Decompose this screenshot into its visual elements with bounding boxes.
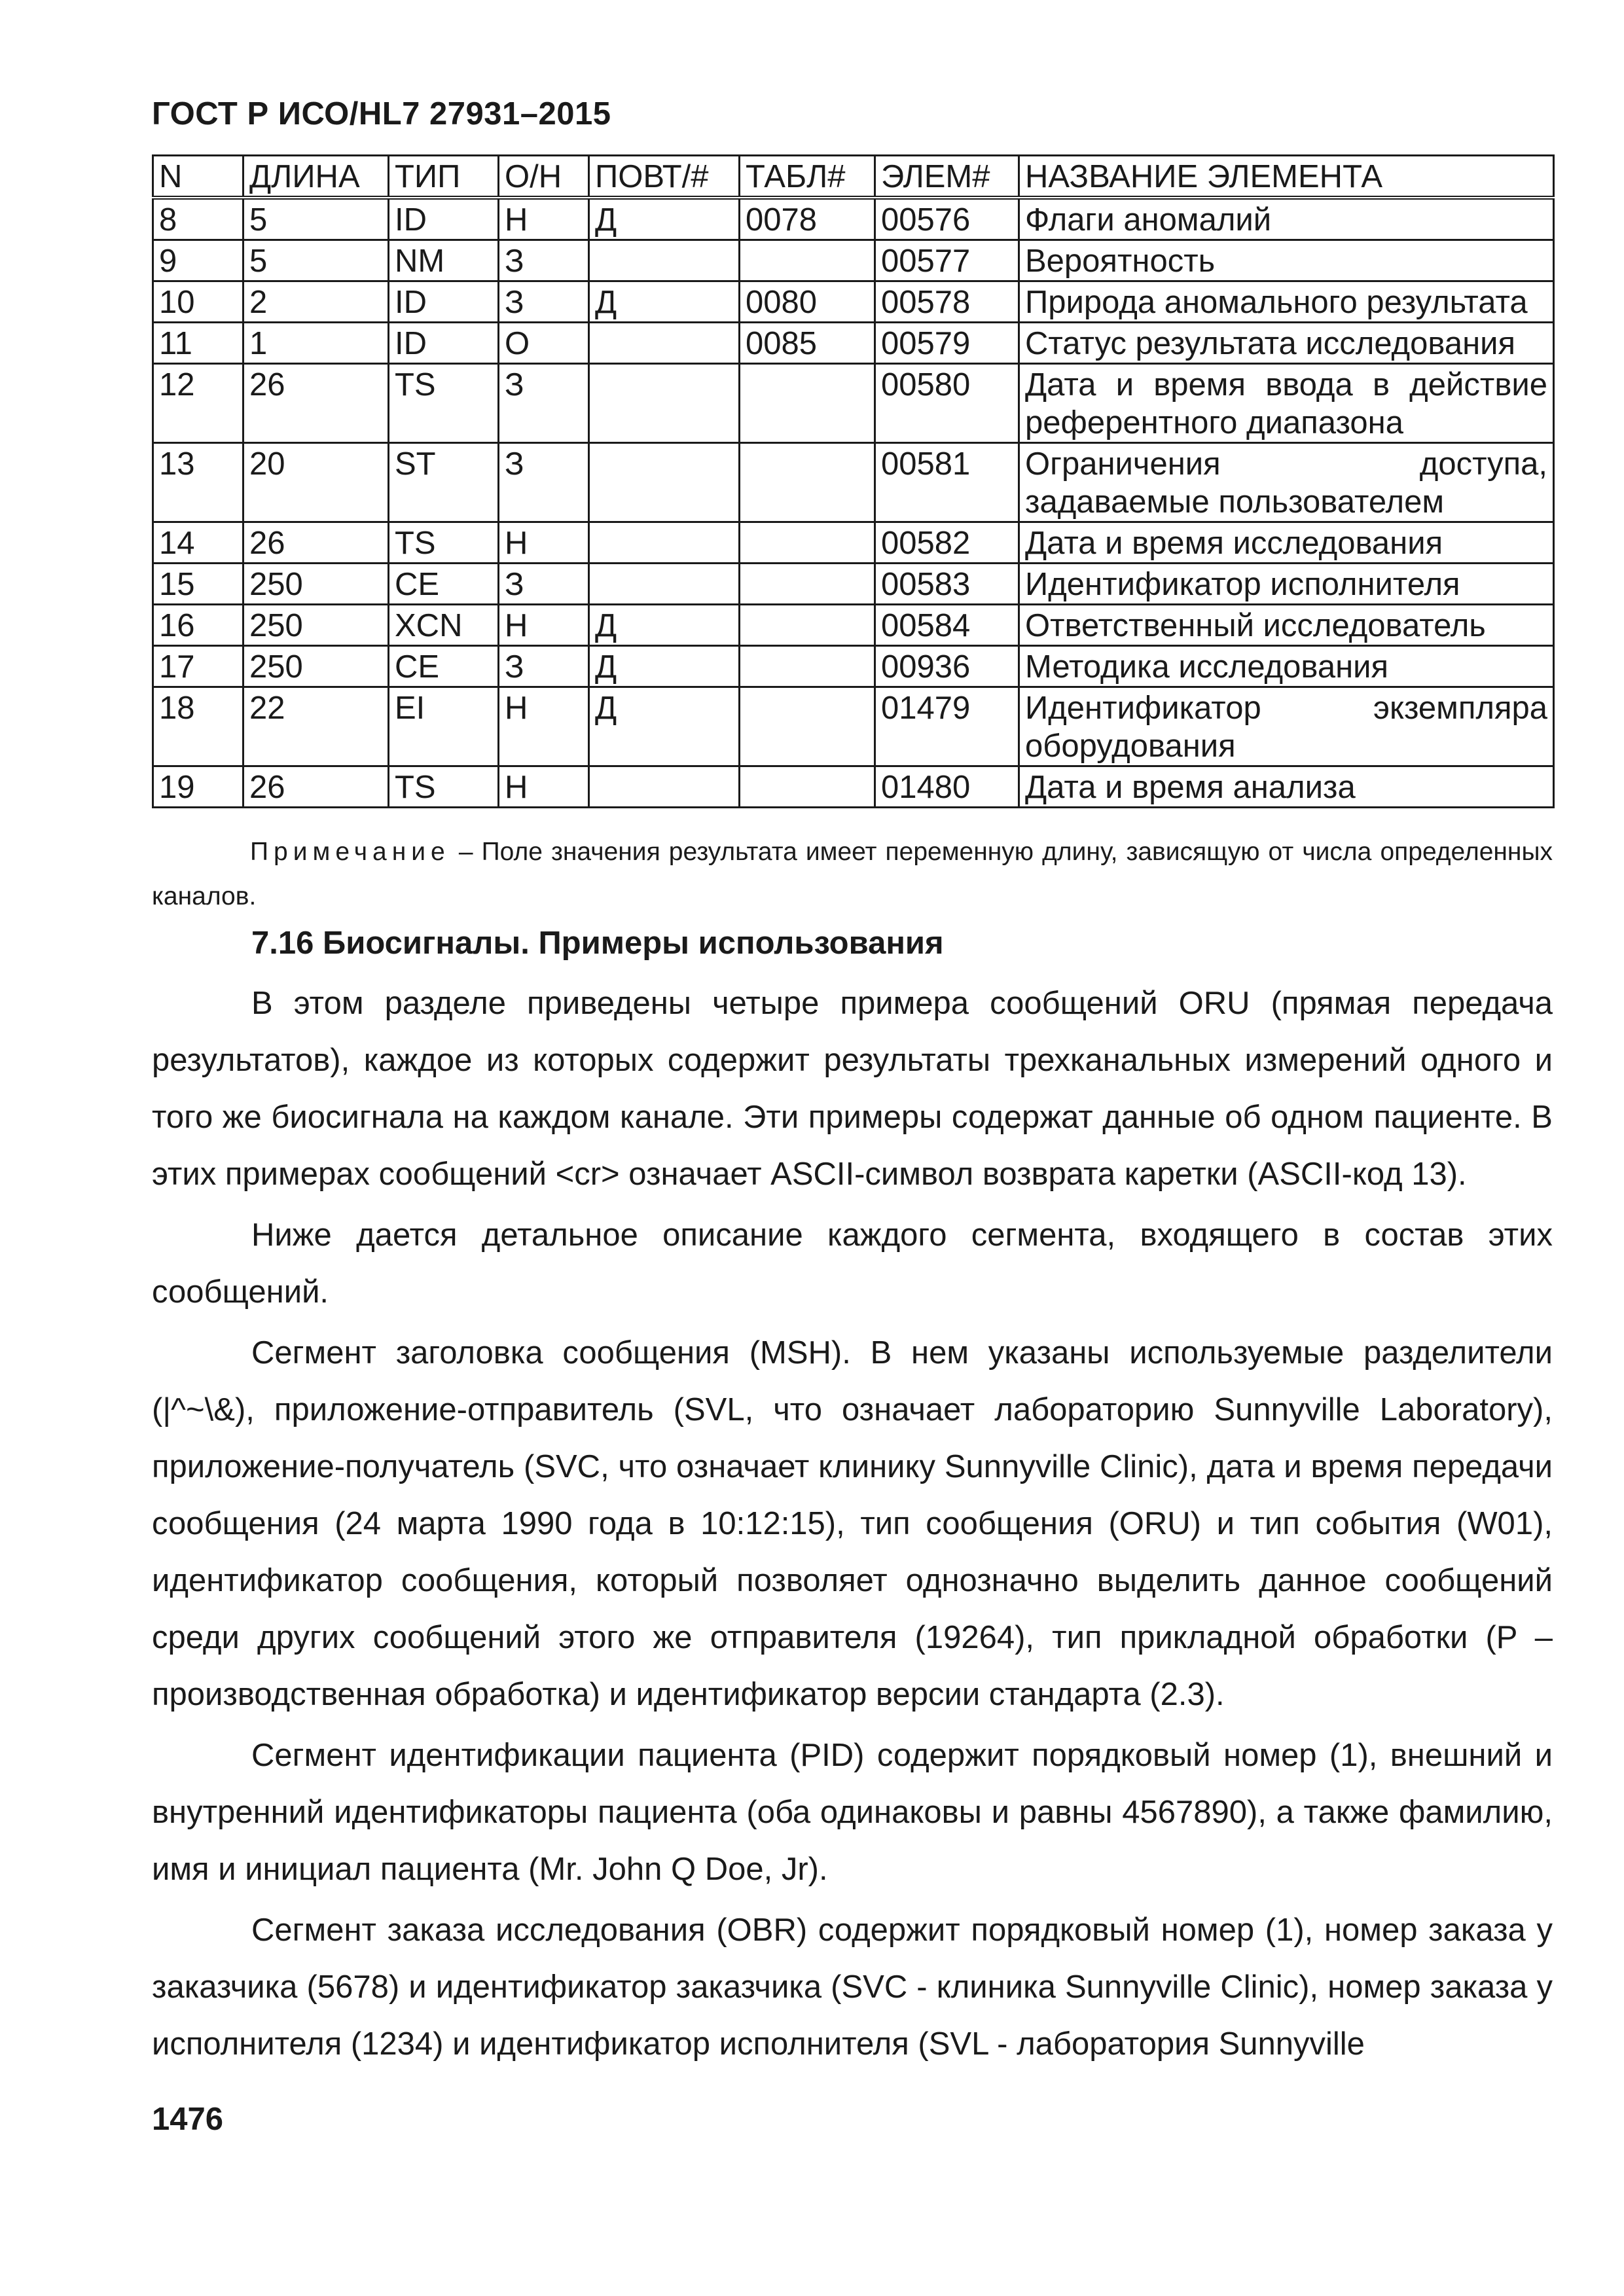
cell-n: 12 (153, 364, 244, 443)
cell-element: 00936 (875, 646, 1019, 687)
cell-repeat (589, 443, 740, 522)
cell-repeat: Д (589, 646, 740, 687)
cell-element: 01479 (875, 687, 1019, 766)
cell-type: CE (389, 564, 499, 605)
table-note (152, 830, 1553, 919)
cell-table (740, 564, 875, 605)
paragraph: Сегмент заказа исследования (OBR) содержит порядковый номер (1), номер заказа у заказчика (5678) и идентификатор заказчика (SVC - клиника Sunnyville Clinic), номер заказа у исполнителя (1234) и идентификатор исполнителя (SVL - лаборатория Sunnyville (152, 1912, 1553, 2062)
column-header-element-name: НАЗВАНИЕ ЭЛЕМЕНТА (1019, 156, 1554, 198)
table-row (153, 323, 1554, 364)
table-row (153, 564, 1554, 605)
cell-type: ID (389, 281, 499, 323)
paragraph: Сегмент заголовка сообщения (MSH). В нем указаны используемые разделители (|^~\&), приложение-отправитель (SVL, что означает лабораторию Sunnyville Laboratory), приложение-получатель (SVC, что означает клинику Sunnyville Clinic), дата и время передачи сообщения (24 марта 1990 года в 10:12:15), тип сообщения (ORU) и тип события (W01), идентификатор сообщения, который позволяет однозначно выделить данное сообщений среди других сообщений этого же отправителя (19264), тип прикладной обработки (P – производственная обработка) и идентификатор версии стандарта (2.3). (152, 1335, 1553, 1712)
document-header: ГОСТ Р ИСО/HL7 27931–2015 (152, 96, 611, 132)
cell-element-name: Статус результата исследования (1019, 323, 1554, 364)
cell-element-name: Ограничения доступа, задаваемые пользователем (1019, 443, 1554, 522)
note-label: Примечание (250, 838, 450, 866)
cell-length: 5 (244, 240, 389, 281)
cell-optionality: Н (499, 605, 589, 646)
cell-n: 14 (153, 522, 244, 564)
cell-optionality: Н (499, 766, 589, 808)
cell-n: 16 (153, 605, 244, 646)
cell-type: ID (389, 323, 499, 364)
cell-length: 250 (244, 646, 389, 687)
cell-optionality: Н (499, 522, 589, 564)
cell-repeat (589, 323, 740, 364)
cell-table (740, 240, 875, 281)
paragraph: Ниже дается детальное описание каждого сегмента, входящего в состав этих сообщений. (152, 1217, 1553, 1310)
table-row (153, 646, 1554, 687)
cell-element: 00577 (875, 240, 1019, 281)
cell-type: XCN (389, 605, 499, 646)
cell-type: ID (389, 198, 499, 240)
table-row (153, 443, 1554, 522)
column-header-n: N (153, 156, 244, 198)
cell-element: 00580 (875, 364, 1019, 443)
cell-element-name: Идентификатор исполнителя (1019, 564, 1554, 605)
cell-element: 00579 (875, 323, 1019, 364)
cell-element: 00578 (875, 281, 1019, 323)
cell-element-name: Дата и время ввода в действие референтного диапазона (1019, 364, 1554, 443)
cell-optionality: З (499, 646, 589, 687)
cell-optionality: З (499, 240, 589, 281)
column-header-optionality: О/Н (499, 156, 589, 198)
table-row (153, 281, 1554, 323)
cell-repeat (589, 240, 740, 281)
cell-n: 17 (153, 646, 244, 687)
cell-element-name: Вероятность (1019, 240, 1554, 281)
cell-element-name: Идентификатор экземпляра оборудования (1019, 687, 1554, 766)
cell-type: TS (389, 364, 499, 443)
note-text: – Поле значения результата имеет переменную длину, зависящую от числа определенных каналов. (152, 838, 1553, 910)
table-row (153, 687, 1554, 766)
cell-repeat (589, 522, 740, 564)
cell-length: 22 (244, 687, 389, 766)
cell-repeat (589, 364, 740, 443)
cell-element: 01480 (875, 766, 1019, 808)
cell-repeat: Д (589, 281, 740, 323)
cell-table (740, 766, 875, 808)
cell-n: 15 (153, 564, 244, 605)
cell-optionality: З (499, 443, 589, 522)
cell-repeat: Д (589, 687, 740, 766)
cell-optionality: О (499, 323, 589, 364)
cell-element: 00584 (875, 605, 1019, 646)
cell-table (740, 522, 875, 564)
section-heading: 7.16 Биосигналы. Примеры использования (251, 925, 944, 961)
cell-optionality: З (499, 564, 589, 605)
cell-type: NM (389, 240, 499, 281)
cell-length: 5 (244, 198, 389, 240)
table-row (153, 364, 1554, 443)
cell-length: 250 (244, 564, 389, 605)
page-number: 1476 (152, 2102, 224, 2137)
table-row (153, 198, 1554, 240)
cell-table (740, 687, 875, 766)
cell-n: 11 (153, 323, 244, 364)
cell-type: CE (389, 646, 499, 687)
table-row (153, 240, 1554, 281)
cell-table (740, 364, 875, 443)
cell-element-name: Ответственный исследователь (1019, 605, 1554, 646)
cell-n: 18 (153, 687, 244, 766)
cell-element-name: Природа аномального результата (1019, 281, 1554, 323)
column-header-table: ТАБЛ# (740, 156, 875, 198)
cell-optionality: З (499, 364, 589, 443)
cell-element: 00583 (875, 564, 1019, 605)
cell-type: TS (389, 766, 499, 808)
cell-n: 8 (153, 198, 244, 240)
cell-optionality: Н (499, 687, 589, 766)
cell-element-name: Флаги аномалий (1019, 198, 1554, 240)
cell-optionality: З (499, 281, 589, 323)
cell-n: 13 (153, 443, 244, 522)
cell-repeat: Д (589, 198, 740, 240)
column-header-element: ЭЛЕМ# (875, 156, 1019, 198)
segment-fields-table (152, 154, 1555, 808)
column-header-length: ДЛИНА (244, 156, 389, 198)
cell-type: TS (389, 522, 499, 564)
cell-table: 0085 (740, 323, 875, 364)
column-header-type: ТИП (389, 156, 499, 198)
cell-element: 00582 (875, 522, 1019, 564)
cell-element: 00576 (875, 198, 1019, 240)
cell-length: 26 (244, 522, 389, 564)
cell-element-name: Методика исследования (1019, 646, 1554, 687)
cell-table (740, 443, 875, 522)
cell-n: 9 (153, 240, 244, 281)
cell-element-name: Дата и время исследования (1019, 522, 1554, 564)
cell-element-name: Дата и время анализа (1019, 766, 1554, 808)
cell-length: 250 (244, 605, 389, 646)
cell-n: 10 (153, 281, 244, 323)
table-row (153, 766, 1554, 808)
cell-length: 1 (244, 323, 389, 364)
cell-type: EI (389, 687, 499, 766)
cell-element: 00581 (875, 443, 1019, 522)
section-body (152, 975, 1553, 2077)
cell-table: 0080 (740, 281, 875, 323)
cell-length: 26 (244, 364, 389, 443)
table-header-row (153, 156, 1554, 198)
table-body (153, 198, 1554, 808)
cell-length: 26 (244, 766, 389, 808)
cell-table (740, 605, 875, 646)
cell-repeat: Д (589, 605, 740, 646)
cell-type: ST (389, 443, 499, 522)
cell-repeat (589, 766, 740, 808)
table-row (153, 605, 1554, 646)
cell-n: 19 (153, 766, 244, 808)
cell-length: 2 (244, 281, 389, 323)
cell-length: 20 (244, 443, 389, 522)
column-header-repeat: ПОВТ/# (589, 156, 740, 198)
cell-table: 0078 (740, 198, 875, 240)
cell-optionality: Н (499, 198, 589, 240)
table-row (153, 522, 1554, 564)
paragraph: Сегмент идентификации пациента (PID) содержит порядковый номер (1), внешний и внутренний идентификаторы пациента (оба одинаковы и равны 4567890), а также фамилию, имя и инициал пациента (Mr. John Q Doe, Jr). (152, 1738, 1553, 1887)
cell-table (740, 646, 875, 687)
paragraph: В этом разделе приведены четыре примера сообщений ORU (прямая передача результатов), каждое из которых содержит результаты трехканальных измерений одного и того же биосигнала на каждом канале. Эти примеры содержат данные об одном пациенте. В этих примерах сообщений <cr> означает ASCII-символ возврата каретки (ASCII-код 13). (152, 986, 1553, 1192)
cell-repeat (589, 564, 740, 605)
